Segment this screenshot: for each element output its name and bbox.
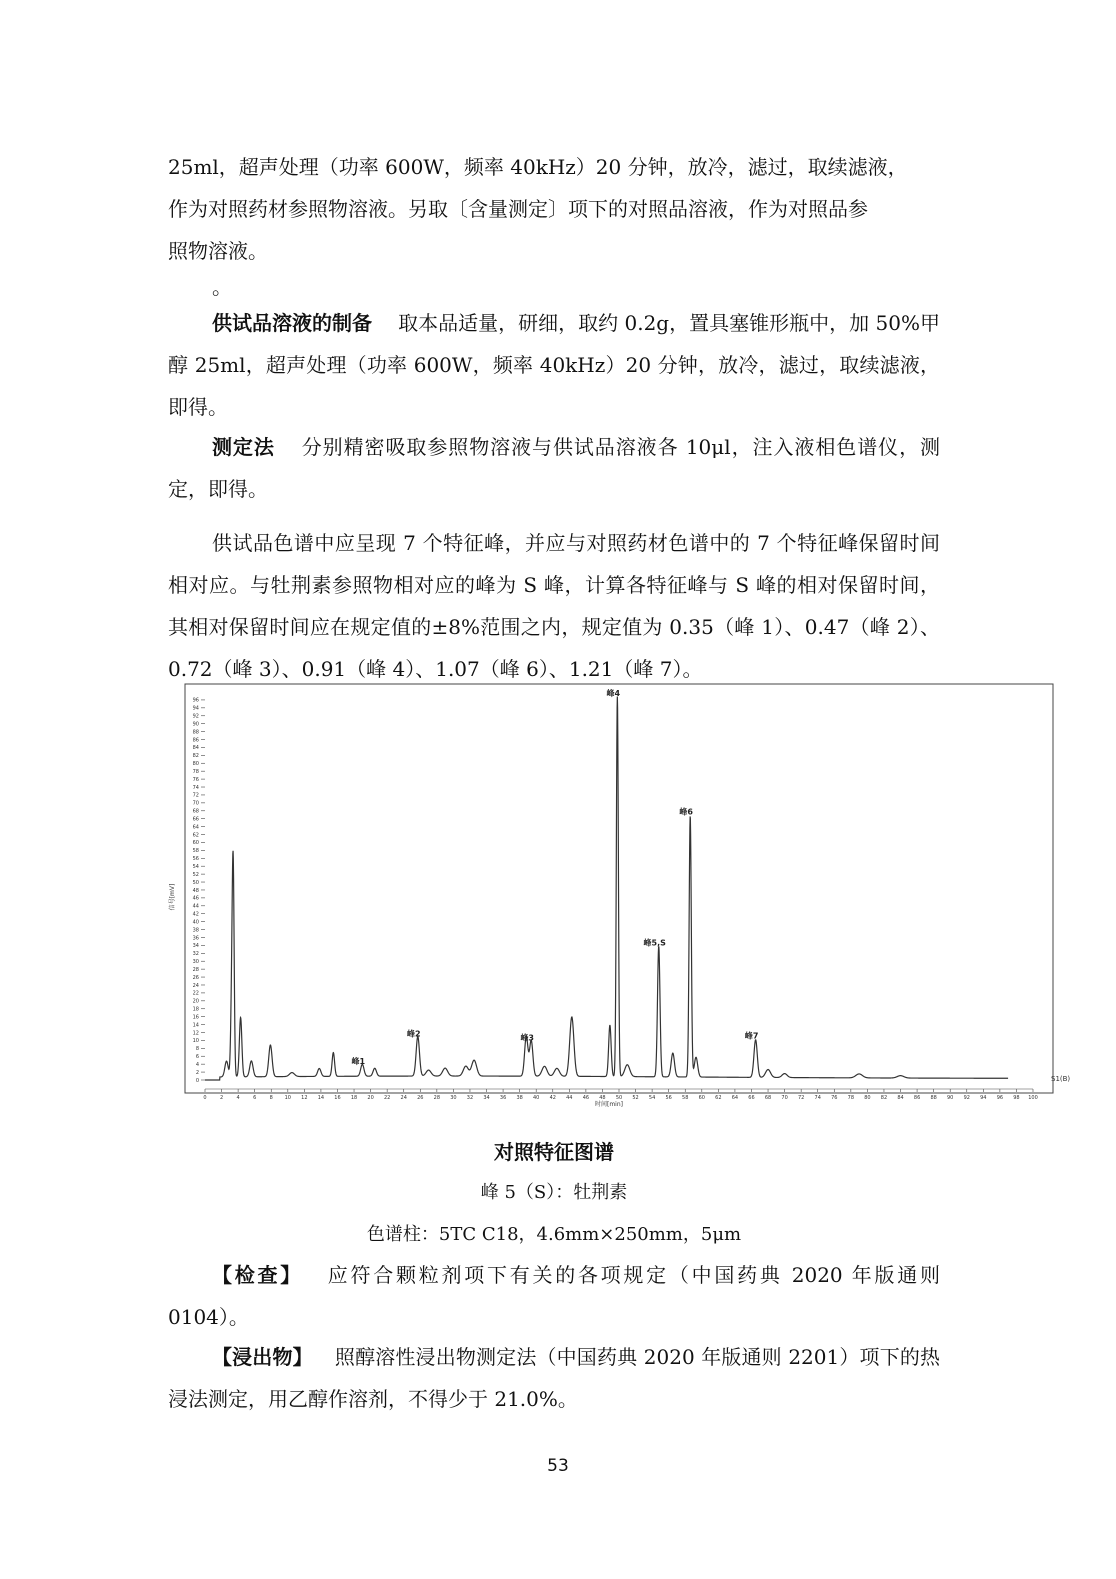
figure-column-info: 色谱柱：5TC C18，4.6mm×250mm，5μm: [366, 1224, 742, 1245]
peak-label: 峰6: [679, 807, 693, 817]
y-tick-label: 22: [192, 990, 199, 997]
y-tick-label: 52: [192, 871, 199, 878]
peak-requirement-paragraph: [168, 522, 940, 690]
y-tick-label: 10: [192, 1038, 199, 1045]
trace-label: S1(B): [1051, 1075, 1071, 1083]
peak-requirement-text: 供试品色谱中应呈现 7 个特征峰，并应与对照药材色谱中的 7 个特征峰保留时间相对应。与牡荆素参照物相对应的峰为 S 峰，计算各特征峰与 S 峰的相对保留时间，其相对保留时间应在规定值的±8%范围之内，规定值为 0.35（峰 1）、0.47（峰 2）、0.72（峰 3）、0.91（峰 4）、1.07（峰 6）、1.21（峰 7）。: [168, 531, 940, 681]
x-tick-label: 36: [499, 1095, 507, 1101]
x-axis-label: 时间[min]: [595, 1101, 623, 1108]
check-heading: 【检查】: [212, 1263, 303, 1287]
y-tick-label: 80: [192, 761, 199, 768]
y-tick-label: 24: [192, 982, 199, 989]
y-tick-label: 86: [192, 737, 199, 744]
x-tick-label: 88: [930, 1095, 937, 1101]
y-tick-label: 0: [195, 1077, 199, 1084]
x-tick-label: 68: [764, 1095, 772, 1101]
y-tick-label: 40: [192, 919, 199, 926]
y-tick-label: 50: [192, 879, 199, 886]
method-body: 分别精密吸取参照物溶液与供试品溶液各 10μl，注入液相色谱仪，测定，即得。: [168, 435, 941, 501]
y-tick-label: 32: [192, 951, 199, 958]
x-tick-label: 4: [236, 1095, 240, 1101]
x-tick-label: 40: [533, 1095, 540, 1101]
y-tick-label: 12: [192, 1030, 199, 1037]
x-tick-label: 30: [450, 1095, 457, 1101]
x-tick-label: 74: [814, 1095, 821, 1101]
y-tick-label: 26: [192, 974, 199, 981]
x-tick-label: 22: [383, 1095, 391, 1101]
x-tick-label: 6: [253, 1095, 257, 1101]
y-tick-label: 92: [192, 713, 199, 720]
y-tick-label: 76: [192, 776, 199, 783]
x-tick-label: 76: [831, 1095, 838, 1101]
y-tick-label: 58: [192, 848, 199, 855]
y-tick-label: 6: [195, 1054, 199, 1061]
x-tick-label: 72: [797, 1095, 805, 1101]
x-tick-label: 28: [433, 1095, 441, 1101]
y-tick-label: 42: [192, 911, 199, 918]
y-tick-label: 28: [192, 966, 199, 973]
peak-labels: [352, 688, 759, 1066]
y-tick-label: 34: [192, 943, 199, 950]
sample-prep-heading: 供试品溶液的制备: [212, 311, 373, 335]
peak-label: 峰7: [744, 1031, 759, 1041]
peak-label: 峰3: [520, 1033, 535, 1043]
y-tick-label: 72: [192, 792, 199, 799]
y-tick-label: 54: [192, 864, 199, 871]
x-tick-label: 54: [648, 1095, 656, 1101]
peak-label: 峰2: [407, 1029, 421, 1039]
y-tick-label: 96: [192, 697, 199, 704]
y-tick-label: 60: [192, 840, 199, 847]
x-tick-label: 94: [980, 1095, 987, 1101]
peak-label: 峰4: [606, 688, 621, 698]
figure-subtitle: 峰 5（S）：牡荆素: [480, 1182, 628, 1203]
extract-heading: 【浸出物】: [212, 1345, 313, 1369]
y-tick-label: 82: [192, 753, 199, 760]
x-tick-label: 24: [400, 1095, 407, 1101]
y-tick-label: 14: [192, 1022, 199, 1029]
x-tick-label: 32: [466, 1095, 474, 1101]
x-tick-label: 46: [582, 1095, 590, 1101]
continuation-line-2: 作为对照药材参照物溶液。另取〔含量测定〕项下的对照品溶液，作为对照品参: [168, 197, 868, 221]
y-tick-label: 88: [192, 729, 199, 736]
y-tick-label: 74: [192, 784, 199, 791]
x-tick-label: 90: [947, 1095, 954, 1101]
x-tick-label: 38: [516, 1095, 523, 1101]
x-tick-label: 58: [682, 1095, 689, 1101]
x-tick-label: 66: [748, 1095, 755, 1101]
stray-period-text: 。: [212, 275, 232, 299]
y-tick-label: 4: [195, 1061, 199, 1068]
x-tick-label: 10: [284, 1095, 291, 1101]
y-tick-label: 84: [192, 745, 199, 752]
continuation-line-3: 照物溶液。: [168, 239, 268, 263]
y-axis-label: 信号[mV]: [169, 883, 176, 911]
x-tick-label: 34: [483, 1095, 490, 1101]
x-tick-label: 16: [334, 1095, 341, 1101]
extract-paragraph: [168, 1336, 940, 1420]
y-axis: [193, 698, 205, 1084]
figure-title: 对照特征图谱: [494, 1140, 614, 1164]
y-tick-label: 46: [192, 895, 199, 902]
x-tick-label: 48: [599, 1095, 606, 1101]
y-tick-label: 18: [192, 1006, 199, 1013]
x-tick-label: 42: [549, 1095, 556, 1101]
page-number: 53: [547, 1456, 569, 1476]
y-tick-label: 30: [192, 959, 199, 966]
y-tick-label: 68: [192, 808, 199, 815]
y-tick-label: 78: [192, 768, 199, 775]
x-axis: [203, 1089, 1037, 1101]
x-tick-label: 2: [219, 1095, 224, 1101]
x-tick-label: 50: [615, 1095, 623, 1101]
x-tick-label: 70: [781, 1095, 788, 1101]
continuation-line-1: 25ml，超声处理（功率 600W，频率 40kHz）20 分钟，放冷，滤过，取续滤液，: [168, 155, 908, 179]
y-tick-label: 36: [192, 935, 199, 942]
x-tick-label: 0: [203, 1095, 207, 1101]
x-tick-label: 14: [317, 1095, 325, 1101]
method-paragraph: [168, 426, 940, 510]
x-tick-label: 78: [847, 1095, 855, 1101]
y-tick-label: 64: [192, 824, 199, 831]
x-tick-label: 12: [301, 1095, 308, 1101]
x-tick-label: 18: [350, 1095, 358, 1101]
y-tick-label: 56: [192, 856, 199, 863]
y-tick-label: 20: [192, 998, 199, 1005]
x-tick-label: 26: [417, 1095, 424, 1101]
peak-label: 峰1: [351, 1057, 366, 1067]
y-tick-label: 70: [192, 800, 199, 807]
sample-prep-body: 取本品适量，研细，取约 0.2g，置具塞锥形瓶中，加 50%甲醇 25ml，超声处理（功率 600W，频率 40kHz）20 分钟，放冷，滤过，取续滤液，即得。: [168, 311, 941, 419]
x-tick-label: 44: [566, 1095, 573, 1101]
x-tick-label: 56: [665, 1095, 672, 1101]
x-tick-label: 86: [913, 1095, 921, 1101]
x-tick-label: 60: [698, 1095, 705, 1101]
y-tick-label: 94: [192, 705, 199, 712]
method-heading: 测定法: [212, 435, 275, 459]
y-tick-label: 66: [192, 816, 199, 823]
x-tick-label: 100: [1028, 1095, 1038, 1101]
x-tick-label: 80: [864, 1095, 871, 1101]
x-tick-label: 84: [897, 1095, 904, 1101]
x-tick-label: 98: [1013, 1095, 1020, 1101]
y-tick-label: 2: [195, 1069, 199, 1076]
sample-prep-paragraph: [168, 302, 940, 428]
x-tick-label: 8: [269, 1095, 273, 1101]
check-body: 应符合颗粒剂项下有关的各项规定（中国药典 2020 年版通则 0104）。: [168, 1263, 940, 1329]
x-tick-label: 96: [996, 1095, 1004, 1101]
chromatogram-trace: [205, 696, 1008, 1080]
y-tick-label: 90: [192, 721, 199, 728]
x-tick-label: 20: [367, 1095, 374, 1101]
x-tick-label: 64: [731, 1095, 739, 1101]
peak-label: 峰5,S: [643, 938, 666, 948]
x-tick-label: 92: [963, 1095, 970, 1101]
y-tick-label: 8: [195, 1046, 199, 1053]
check-paragraph: [168, 1254, 940, 1338]
x-tick-label: 52: [632, 1095, 639, 1101]
y-tick-label: 38: [192, 927, 199, 934]
continuation-paragraph: [168, 146, 940, 272]
y-tick-label: 16: [192, 1014, 199, 1021]
y-tick-label: 48: [192, 887, 199, 894]
y-tick-label: 44: [192, 903, 199, 910]
x-tick-label: 82: [880, 1095, 888, 1101]
extract-body: 照醇溶性浸出物测定法（中国药典 2020 年版通则 2201）项下的热浸法测定，用乙醇作溶剂，不得少于 21.0%。: [168, 1345, 940, 1411]
x-tick-label: 62: [715, 1095, 722, 1101]
chromatogram-chart: [168, 682, 1071, 1112]
y-tick-label: 62: [192, 832, 199, 839]
